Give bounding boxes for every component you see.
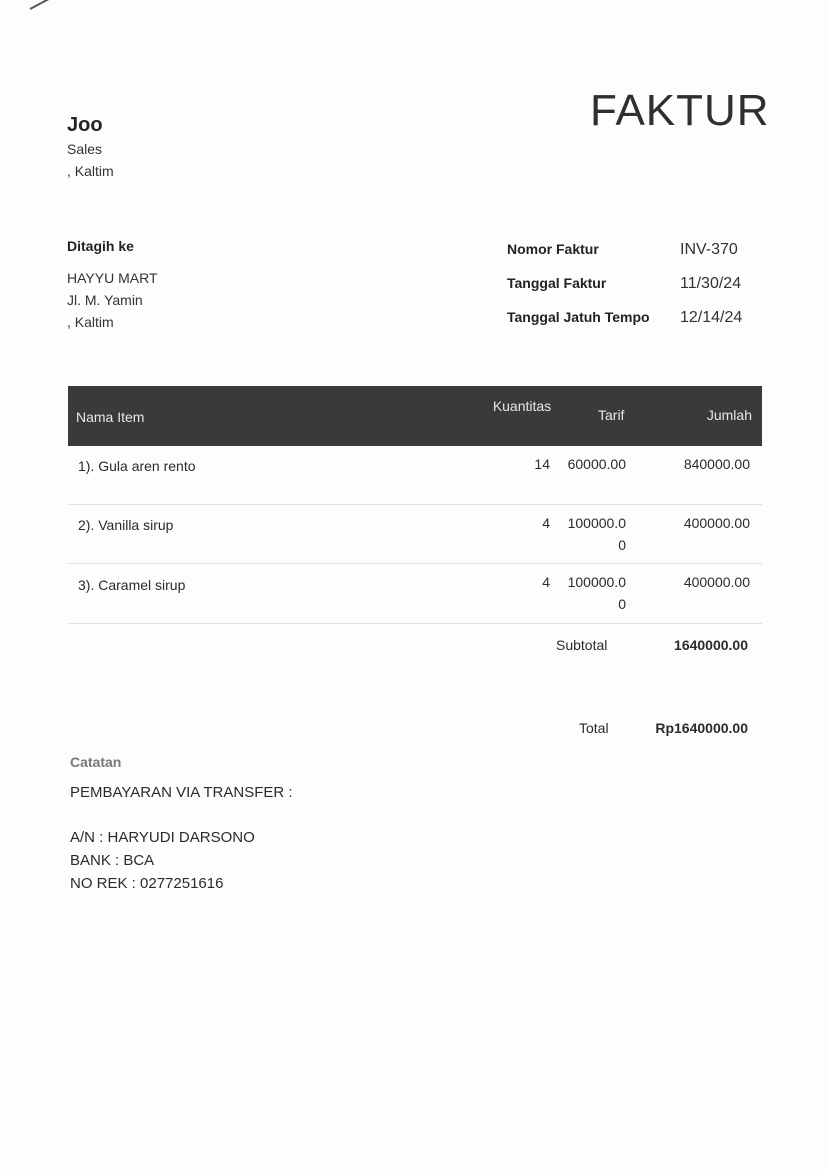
invoice-number-value: INV-370 xyxy=(680,241,738,258)
row3-amount: 400000.00 xyxy=(683,574,750,590)
bill-to-label: Ditagih ke xyxy=(67,238,134,254)
row2-amount: 400000.00 xyxy=(683,515,750,531)
subtotal-value: 1640000.00 xyxy=(674,637,748,653)
row-divider xyxy=(68,563,762,564)
row3-item: 3). Caramel sirup xyxy=(78,577,186,593)
invoice-number-label: Nomor Faktur xyxy=(507,241,599,257)
notes-line-1: PEMBAYARAN VIA TRANSFER : xyxy=(70,784,293,801)
row1-rate: 60000.00 xyxy=(567,456,626,472)
invoice-date-label: Tanggal Faktur xyxy=(507,275,607,291)
seller-name: Joo xyxy=(67,114,103,136)
due-date-value: 12/14/24 xyxy=(680,309,743,326)
table-header xyxy=(68,386,762,446)
notes-line-3: BANK : BCA xyxy=(70,852,155,869)
row-divider xyxy=(68,623,762,624)
total-value: Rp1640000.00 xyxy=(655,720,748,736)
row1-amount: 840000.00 xyxy=(683,456,750,472)
row-divider xyxy=(68,504,762,505)
header-rate: Tarif xyxy=(598,407,625,423)
subtotal-label: Subtotal xyxy=(556,637,608,653)
row2-qty: 4 xyxy=(542,515,550,531)
notes-line-4: NO REK : 0277251616 xyxy=(70,875,224,892)
notes-label: Catatan xyxy=(70,754,122,770)
row2-rate: 100000.00 xyxy=(567,515,626,553)
document-title: FAKTUR xyxy=(590,86,770,135)
header-qty: Kuantitas xyxy=(492,398,552,414)
header-item: Nama Item xyxy=(76,409,145,425)
notes-line-2: A/N : HARYUDI DARSONO xyxy=(70,829,255,846)
due-date-label: Tanggal Jatuh Tempo xyxy=(507,309,650,325)
pen-mark xyxy=(30,0,61,10)
row1-item: 1). Gula aren rento xyxy=(78,458,196,474)
row1-qty: 14 xyxy=(534,456,550,472)
total-label: Total xyxy=(579,720,609,736)
row3-qty: 4 xyxy=(542,574,550,590)
invoice-date-value: 11/30/24 xyxy=(680,275,742,292)
bill-to-name: HAYYU MART xyxy=(67,270,158,286)
seller-role: Sales xyxy=(67,141,103,157)
bill-to-address: Jl. M. Yamin xyxy=(67,292,143,308)
row3-rate: 100000.00 xyxy=(567,574,626,612)
seller-location: , Kaltim xyxy=(67,163,114,179)
bill-to-location: , Kaltim xyxy=(67,314,114,330)
header-amount: Jumlah xyxy=(706,407,752,423)
row2-item: 2). Vanilla sirup xyxy=(78,517,174,533)
